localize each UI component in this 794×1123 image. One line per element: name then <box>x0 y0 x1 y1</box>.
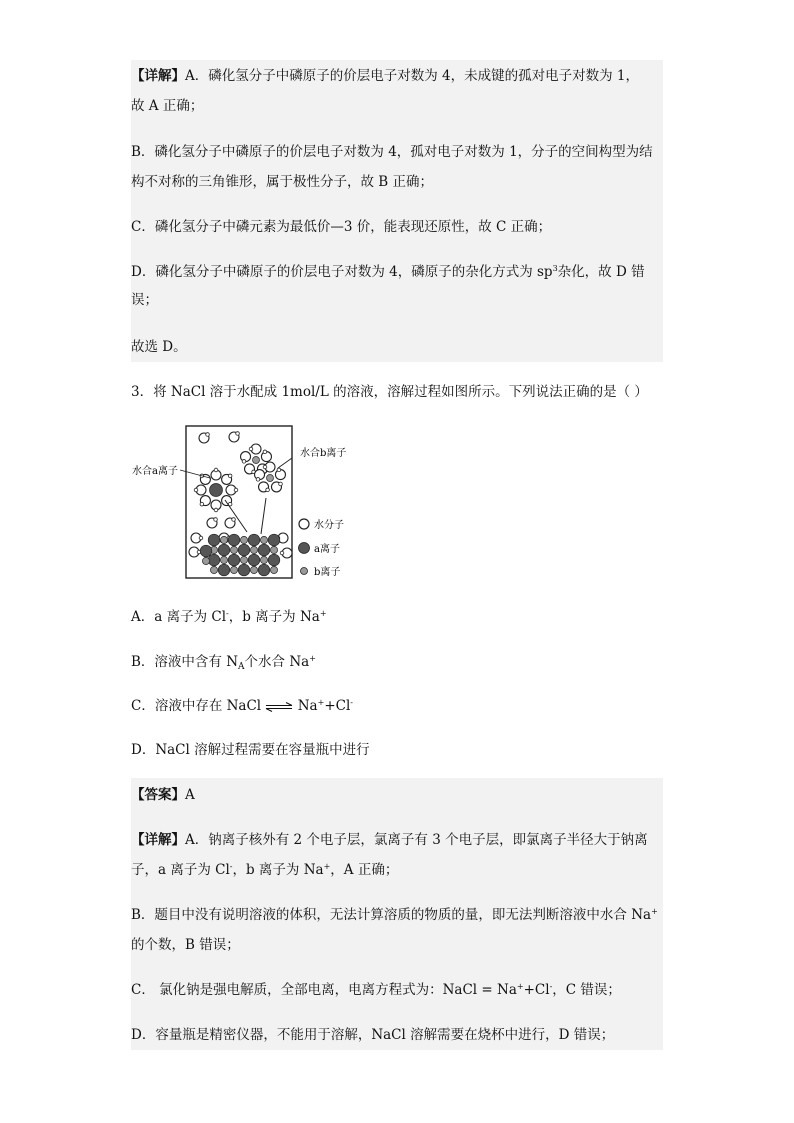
b-ion <box>260 556 267 563</box>
a-ion <box>200 545 212 557</box>
a-ion <box>208 554 220 566</box>
a-ion <box>268 554 280 566</box>
water-hydrogen <box>249 447 253 451</box>
water-hydrogen <box>199 536 203 540</box>
water-hydrogen <box>200 502 204 506</box>
analysis-conclusion: 故选 D。 <box>131 339 187 355</box>
q3-analysis-b-line2: 的个数，B 错误； <box>131 937 240 953</box>
q3-analysis-a-line1: 【详解】A．钠离子核外有 2 个电子层，氯离子有 3 个电子层，即氯离子半径大于钠离 <box>131 832 648 848</box>
legend-a-label: a离子 <box>314 544 340 555</box>
water-hydrogen <box>234 488 238 492</box>
water-hydrogen <box>266 488 270 492</box>
water-hydrogen <box>277 468 281 472</box>
analysis-c-line: C．磷化氢分子中磷元素为最低价—3 价，能表现还原性，故 C 正确； <box>131 219 552 235</box>
water-hydrogen <box>228 474 232 478</box>
dissolution-figure <box>130 420 360 589</box>
water-hydrogen <box>206 433 210 437</box>
a-ion <box>228 534 240 546</box>
option-a: A．a 离子为 Cl-，b 离子为 Na+ <box>131 609 327 625</box>
a-ion <box>258 544 270 556</box>
b-ion <box>230 546 237 553</box>
b-ion <box>220 556 227 563</box>
water-hydrogen <box>214 508 218 512</box>
a-ion <box>210 484 223 497</box>
water-hydrogen <box>232 518 236 522</box>
dissolution-diagram-svg <box>130 420 360 585</box>
analysis-b-line2: 构不对称的三角锥形，属于极性分子，故 B 正确； <box>131 174 434 190</box>
b-ion <box>220 536 227 543</box>
analysis-b-line1: B．磷化氢分子中磷原子的价层电子对数为 4，孤对电子对数为 1，分子的空间构型为结 <box>131 144 653 160</box>
analysis-tag: 【详解】 <box>131 68 185 84</box>
legend-water-label: 水分子 <box>314 520 344 531</box>
a-ion <box>268 534 280 546</box>
a-ion <box>238 564 250 576</box>
b-ion <box>202 557 209 564</box>
option-d: D．NaCl 溶解过程需要在容量瓶中进行 <box>131 742 370 758</box>
a-ion <box>248 534 260 546</box>
b-ion <box>210 566 217 573</box>
legend-b-label: b离子 <box>314 567 341 578</box>
label-hydrated-b: 水合b离子 <box>300 448 347 459</box>
question-stem: 3．将 NaCl 溶于水配成 1mol/L 的溶液，溶解过程如图所示。下列说法正确的是（ ） <box>131 384 648 400</box>
a-ion <box>248 554 260 566</box>
analysis-a-line1: 【详解】A．磷化氢分子中磷原子的价层电子对数为 4，未成键的孤对电子对数为 1， <box>131 68 640 84</box>
a-ion <box>208 534 220 546</box>
b-ion <box>267 475 274 482</box>
answer-line <box>131 783 663 807</box>
legend-b-icon <box>301 568 308 575</box>
water-hydrogen <box>242 460 246 464</box>
q3-analysis-a-line2: 子，a 离子为 Cl-，b 离子为 Na+，A 正确； <box>131 862 399 878</box>
equilibrium-arrow-icon <box>265 702 293 712</box>
a-ion <box>218 544 230 556</box>
q3-analysis-c-line: C． 氯化钠是强电解质，全部电离，电离方程式为：NaCl = Na++Cl-，C 错误； <box>131 982 621 998</box>
water-hydrogen <box>194 488 198 492</box>
b-ion <box>253 457 260 464</box>
label-hydrated-a: 水合a离子 <box>132 466 178 477</box>
analysis-a-line2: 故 A 正确； <box>131 98 204 114</box>
b-ion <box>240 536 247 543</box>
analysis-d-line2: 误； <box>131 292 158 308</box>
water-hydrogen <box>214 468 218 472</box>
water-hydrogen <box>214 518 218 522</box>
water-hydrogen <box>256 478 260 482</box>
water-hydrogen <box>263 450 267 454</box>
legend-a-icon <box>299 543 310 554</box>
legend <box>299 518 345 578</box>
analysis-d-line1: D．磷化氢分子中磷原子的价层电子对数为 4，磷原子的杂化方式为 $sp^3$杂化，故 D 错 <box>131 264 645 280</box>
water-hydrogen <box>279 482 283 486</box>
a-ion <box>218 564 230 576</box>
answer-tag: 【答案】 <box>131 787 185 803</box>
option-c: C．溶液中存在 NaCl Na++Cl- <box>131 698 353 714</box>
q3-analysis-d-line: D．容量瓶是精密仪器，不能用于溶解，NaCl 溶解需要在烧杯中进行，D 错误； <box>131 1027 615 1043</box>
b-ion <box>270 566 277 573</box>
a-ion <box>258 564 270 576</box>
b-ion <box>250 546 257 553</box>
answer-value: A <box>185 787 195 803</box>
b-ion <box>240 556 247 563</box>
water-hydrogen <box>280 551 284 555</box>
option-b: B．溶液中含有 $N_A$个水合 Na+ <box>131 654 316 672</box>
legend-water-icon <box>299 519 309 529</box>
water-hydrogen <box>236 432 240 436</box>
a-ion <box>228 554 240 566</box>
q3-analysis-b-line1: B．题目中没有说明溶液的体积，无法计算溶质的物质的量，即无法判断溶液中水合 Na+ <box>131 907 658 923</box>
a-ion <box>238 544 250 556</box>
water-hydrogen <box>263 465 267 469</box>
b-ion <box>270 546 277 553</box>
b-ion <box>260 536 267 543</box>
b-ion <box>250 566 257 573</box>
b-ion <box>230 566 237 573</box>
